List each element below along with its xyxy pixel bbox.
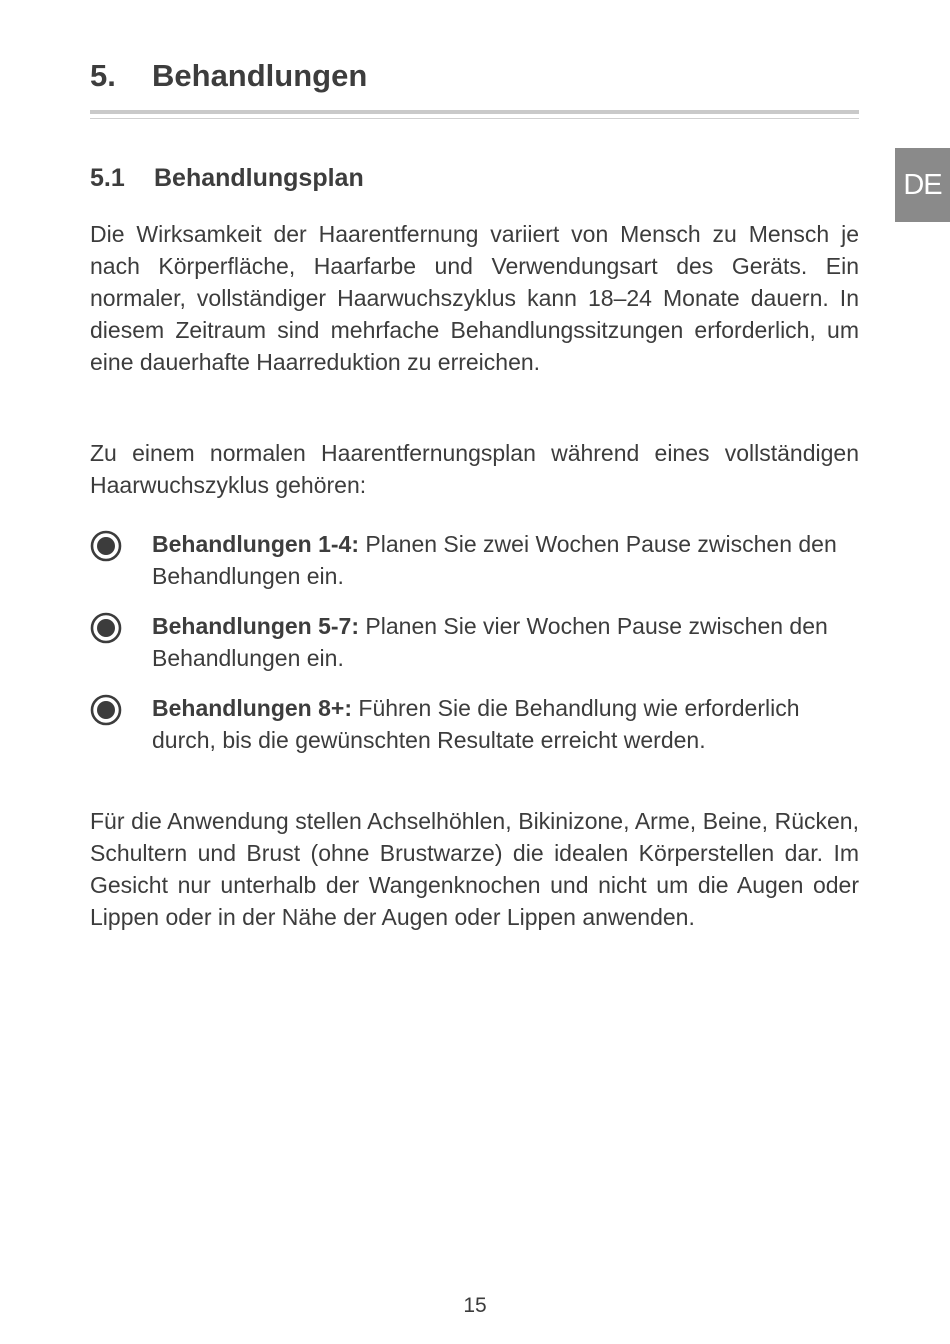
list-item-body: Führen Sie die Behandlung wie erforderlich durch, bis die gewünschten Resultate erreicht werden. bbox=[152, 695, 800, 753]
list-item-lead: Behandlungen 8+: bbox=[152, 695, 352, 721]
chapter-title-text: Behandlungen bbox=[152, 58, 368, 93]
list-item-lead: Behandlungen 1-4: bbox=[152, 531, 360, 557]
list-item-text bbox=[152, 692, 859, 756]
radio-bullet-icon bbox=[90, 530, 122, 562]
chapter-title bbox=[90, 58, 367, 94]
section-number: 5.1 bbox=[90, 164, 125, 192]
chapter-divider-thin bbox=[90, 118, 859, 119]
section-title bbox=[90, 164, 364, 193]
plan-intro-paragraph: Zu einem normalen Haarentfernungsplan während eines vollständigen Haarwuchszyklus gehören: bbox=[90, 440, 859, 498]
list-item-body: Planen Sie zwei Wochen Pause zwischen den Behandlungen ein. bbox=[152, 531, 837, 589]
page-number: 15 bbox=[463, 1294, 487, 1317]
application-areas-paragraph: Für die Anwendung stellen Achselhöhlen, Bikinizone, Arme, Beine, Rücken, Schultern und Brust (ohne Brustwarze) die idealen Körperstellen dar. Im Gesicht nur unterhalb der Wangenknochen und nicht um die Augen oder Lippen oder in der Nähe der Augen oder Lippen anwenden. bbox=[90, 808, 859, 930]
list-item-lead: Behandlungen 5-7: bbox=[152, 613, 360, 639]
radio-bullet-icon bbox=[90, 612, 122, 644]
intro-paragraph: Die Wirksamkeit der Haarentfernung variiert von Mensch zu Mensch je nach Körperfläche, Haarfarbe und Verwendungsart des Geräts. Ein normaler, vollständiger Haarwuchszyklus kann 18–24 Monate dauern. In diesem Zeitraum sind mehrfache Behandlungssitzungen erforderlich, um eine dauerhafte Haarreduktion zu erreichen. bbox=[90, 221, 859, 375]
chapter-number: 5. bbox=[90, 58, 116, 93]
list-item-body: Planen Sie vier Wochen Pause zwischen den Behandlungen ein. bbox=[152, 613, 828, 671]
list-item-text bbox=[152, 528, 859, 592]
list-item-text bbox=[152, 610, 859, 674]
radio-bullet-icon bbox=[90, 694, 122, 726]
section-title-text: Behandlungsplan bbox=[154, 164, 364, 192]
language-tab: DE bbox=[895, 148, 950, 222]
chapter-divider-thick bbox=[90, 110, 859, 114]
